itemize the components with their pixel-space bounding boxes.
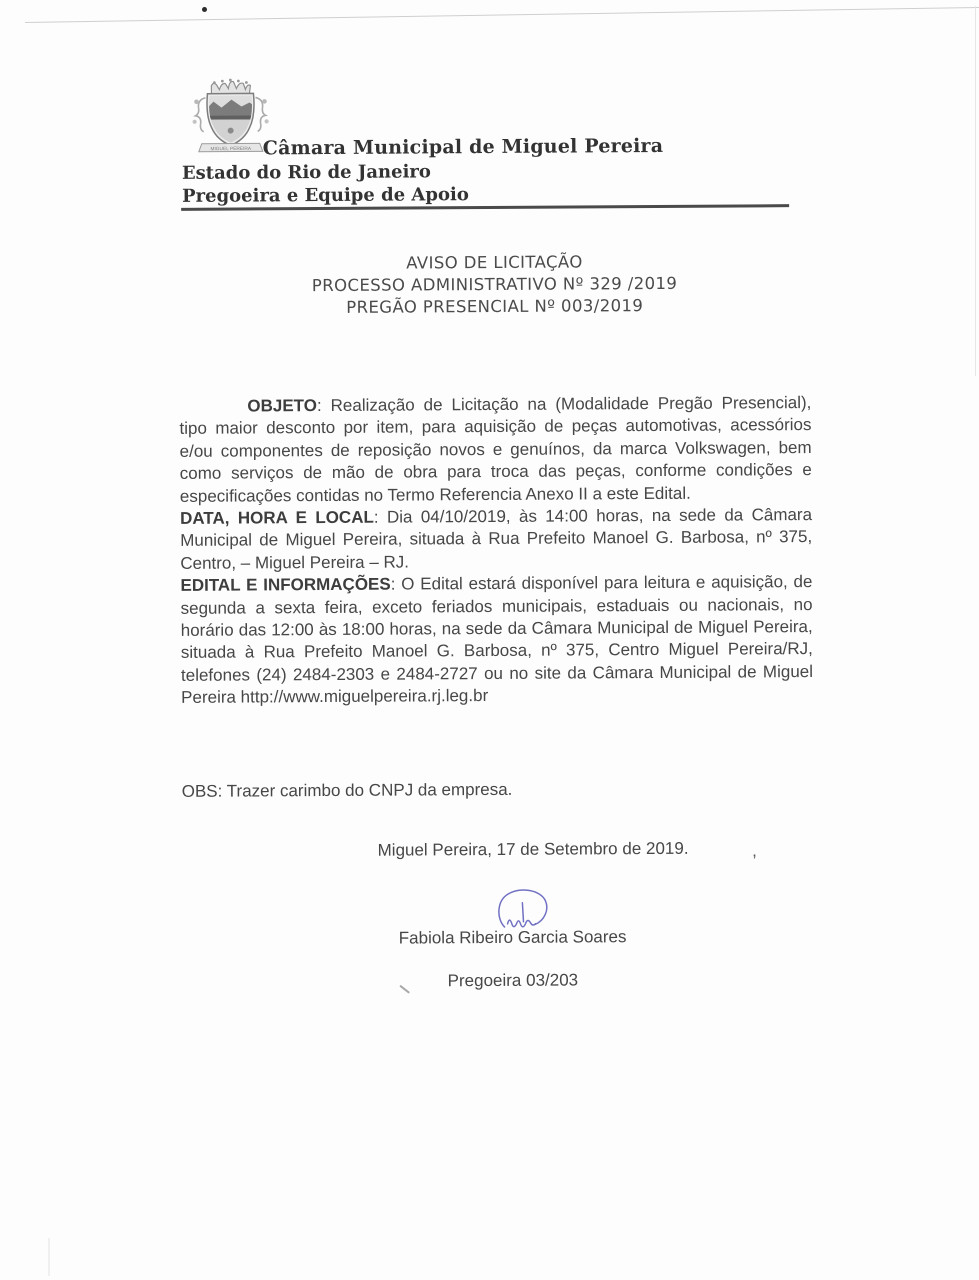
process-number: PROCESSO ADMINISTRATIVO Nº 329 /2019 (311, 273, 678, 296)
obs-note: OBS: Trazer carimbo do CNPJ da empresa. (181, 779, 513, 801)
body-text-block (179, 392, 813, 710)
signer-role: Pregoeira 03/203 (447, 970, 579, 991)
edital-informacoes-paragraph (180, 571, 813, 709)
data-hora-local-text: : Dia 04/10/2019, às 14:00 horas, na sede da Câmara Municipal de Miguel Pereira, situada à Rua Prefeito Manoel G. Barbosa, nº 375, Centro, – Miguel Pereira – RJ. (180, 505, 813, 573)
signature-scribble (494, 889, 550, 933)
coat-of-arms-banner-text: MIGUEL PEREIRA (210, 146, 252, 153)
objeto-paragraph (179, 392, 812, 508)
data-hora-local-paragraph (180, 504, 812, 575)
data-hora-local-label: DATA, HORA E LOCAL (179, 507, 374, 528)
notice-title: AVISO DE LICITAÇÃO (406, 252, 583, 273)
edital-informacoes-label: EDITAL E INFORMAÇÕES (180, 574, 391, 596)
organization-state: Estado do Rio de Janeiro (181, 161, 431, 184)
edital-informacoes-text: : O Edital estará disponível para leitura e aquisição, de segunda a sexta feira, exceto feriados municipais, estaduais ou nacionais, no horário das 12:00 às 18:00 horas, na sede da Câmara Municipal de Miguel Pereira, situada à Rua Prefeito Manoel G. Barbosa, nº 375, Centro Miguel Pereira/RJ, telefones (24) 2484-2303 e 2484-2727 ou no site da Câmara Municipal de Miguel Pereira http://www.miguelpereira.rj.leg.br (180, 572, 814, 708)
signer-name: Fabiola Ribeiro Garcia Soares (398, 927, 627, 948)
objeto-label: OBJETO (247, 396, 317, 416)
scan-artifact-comma: , (752, 841, 757, 861)
objeto-text: : Realização de Licitação na (Modalidade Pregão Presencial), tipo maior desconto por item, para aquisição de peças automotivas, acessórios e/ou componentes de reposição novos e genuínos, da marca Volkswagen, bem como serviços de mão de obra para troca das peças, conforme condições e especificações contidas no Termo Referencia Anexo II a este Edital. (179, 393, 812, 506)
place-and-date-line: Miguel Pereira, 17 de Setembro de 2019. (377, 838, 689, 860)
auction-number: PREGÃO PRESENCIAL Nº 003/2019 (346, 296, 644, 317)
organization-name: Câmara Municipal de Miguel Pereira (262, 134, 664, 160)
notice-title-block (178, 250, 810, 320)
organization-department: Pregoeira e Equipe de Apoio (182, 184, 469, 207)
